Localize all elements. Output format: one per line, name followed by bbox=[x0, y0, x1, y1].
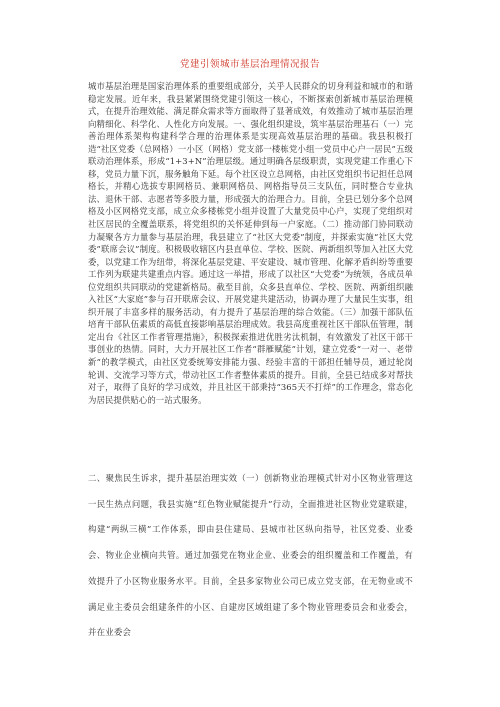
body-section-2 bbox=[88, 466, 413, 646]
body-section-1 bbox=[88, 80, 413, 406]
body-paragraph-1: 城市基层治理是国家治理体系的重要组成部分，关乎人民群众的切身利益和城市的和谐稳定发展。近年来，我县紧紧围绕党建引领这一核心，不断探索创新城市基层治理模式，在提升治理效能、满足群众需求等方面取得了显著成效，有效推动了城市基层治理向精细化、科学化、人性化方向发展。一、强化组织建设，筑牢基层治理基石（一）完善治理体系架构构建科学合理的治理体系是实现高效基层治理的基础。我县积极打造“社区党委（总网格）一小区（网格）党支部一楼栋党小组一党员中心户一居民”五级联动治理体系，形成“1+3+N”治理层级。通过明确各层级职责，实现党建工作重心下移，党员力量下沉，服务触角下延。每个社区设立总网格，由社区党组织书记担任总网格长，并精心选拔专职网格员、兼职网格员、网格指导员三支队伍，同时整合专业执法、退休干部、志愿者等多股力量，形成强大的治理合力。目前，全县已划分多个总网格及小区网格党支部，成立众多楼栋党小组并设置了大量党员中心户，实现了党组织对社区居民的全覆盖联系，将党组织的关怀延伸到每一户家庭。（二）推动部门协同联动力凝聚各方力量参与基层治理，我县建立了“社区大党委”制度，并探索实施“社区大党委”联席会议”制度。积极吸收辖区内县直单位、学校、医院、两新组织等加入社区大党委，以党建工作为纽带，将深化基层党建、平安建设、城市管理、化解矛盾纠纷等重要工作列为联建共建重点内容。通过这一举措，形成了以社区“大党委”为统领，各成员单位党组织共同联动的党建新格局。截至目前，众多县直单位、学校、医院、两新组织融入社区“大家庭”参与召开联席会议、开展党建共建活动，协调办理了大量民生实事，组织开展了丰富多样的服务活动，有力提升了基层治理的综合效能。（三）加强干部队伍培育干部队伍素质的高低直接影响基层治理成效。我县高度重视社区干部队伍管理，制定出台《社区工作者管理措施》，积极探索推进优胜劣汰机制，有效激发了社区干部干事创业的热情。同时，大力开展社区工作者“群雁赋能”计划，建立党委“一对一、老带新”的教学模式，由社区党委统筹安排能力强、经验丰富的干部担任辅导员，通过轮岗轮训、交流学习等方式，带动社区工作者整体素质的提升。目前，全县已结成多对帮扶对子，取得了良好的学习成效，并且社区干部秉持“365天不打烊”的工作理念，常态化为居民提供贴心的一站式服务。 bbox=[88, 81, 413, 405]
document-title: 党建引领城市基层治理情况报告 bbox=[179, 59, 320, 70]
body-paragraph-2: 二、聚焦民生诉求，提升基层治理实效（一）创新物业治理模式针对小区物业管理这一民生热点问题，我县实施“红色物业赋能提升”行动，全面推进社区物业党建联建，构建“两纵三横”工作体系，即由县住建局、县城市社区纵向指导，社区党委、业委会、物业企业横向共管。通过加强党在物业企业、业委会的组织覆盖和工作覆盖，有效提升了小区物业服务水平。目前，全县多家物业公司已成立党支部，在无物业或不满足业主委员会组建条件的小区、自建房区域组建了多个物业管理委员会和业委会，并在业委会 bbox=[88, 473, 413, 638]
